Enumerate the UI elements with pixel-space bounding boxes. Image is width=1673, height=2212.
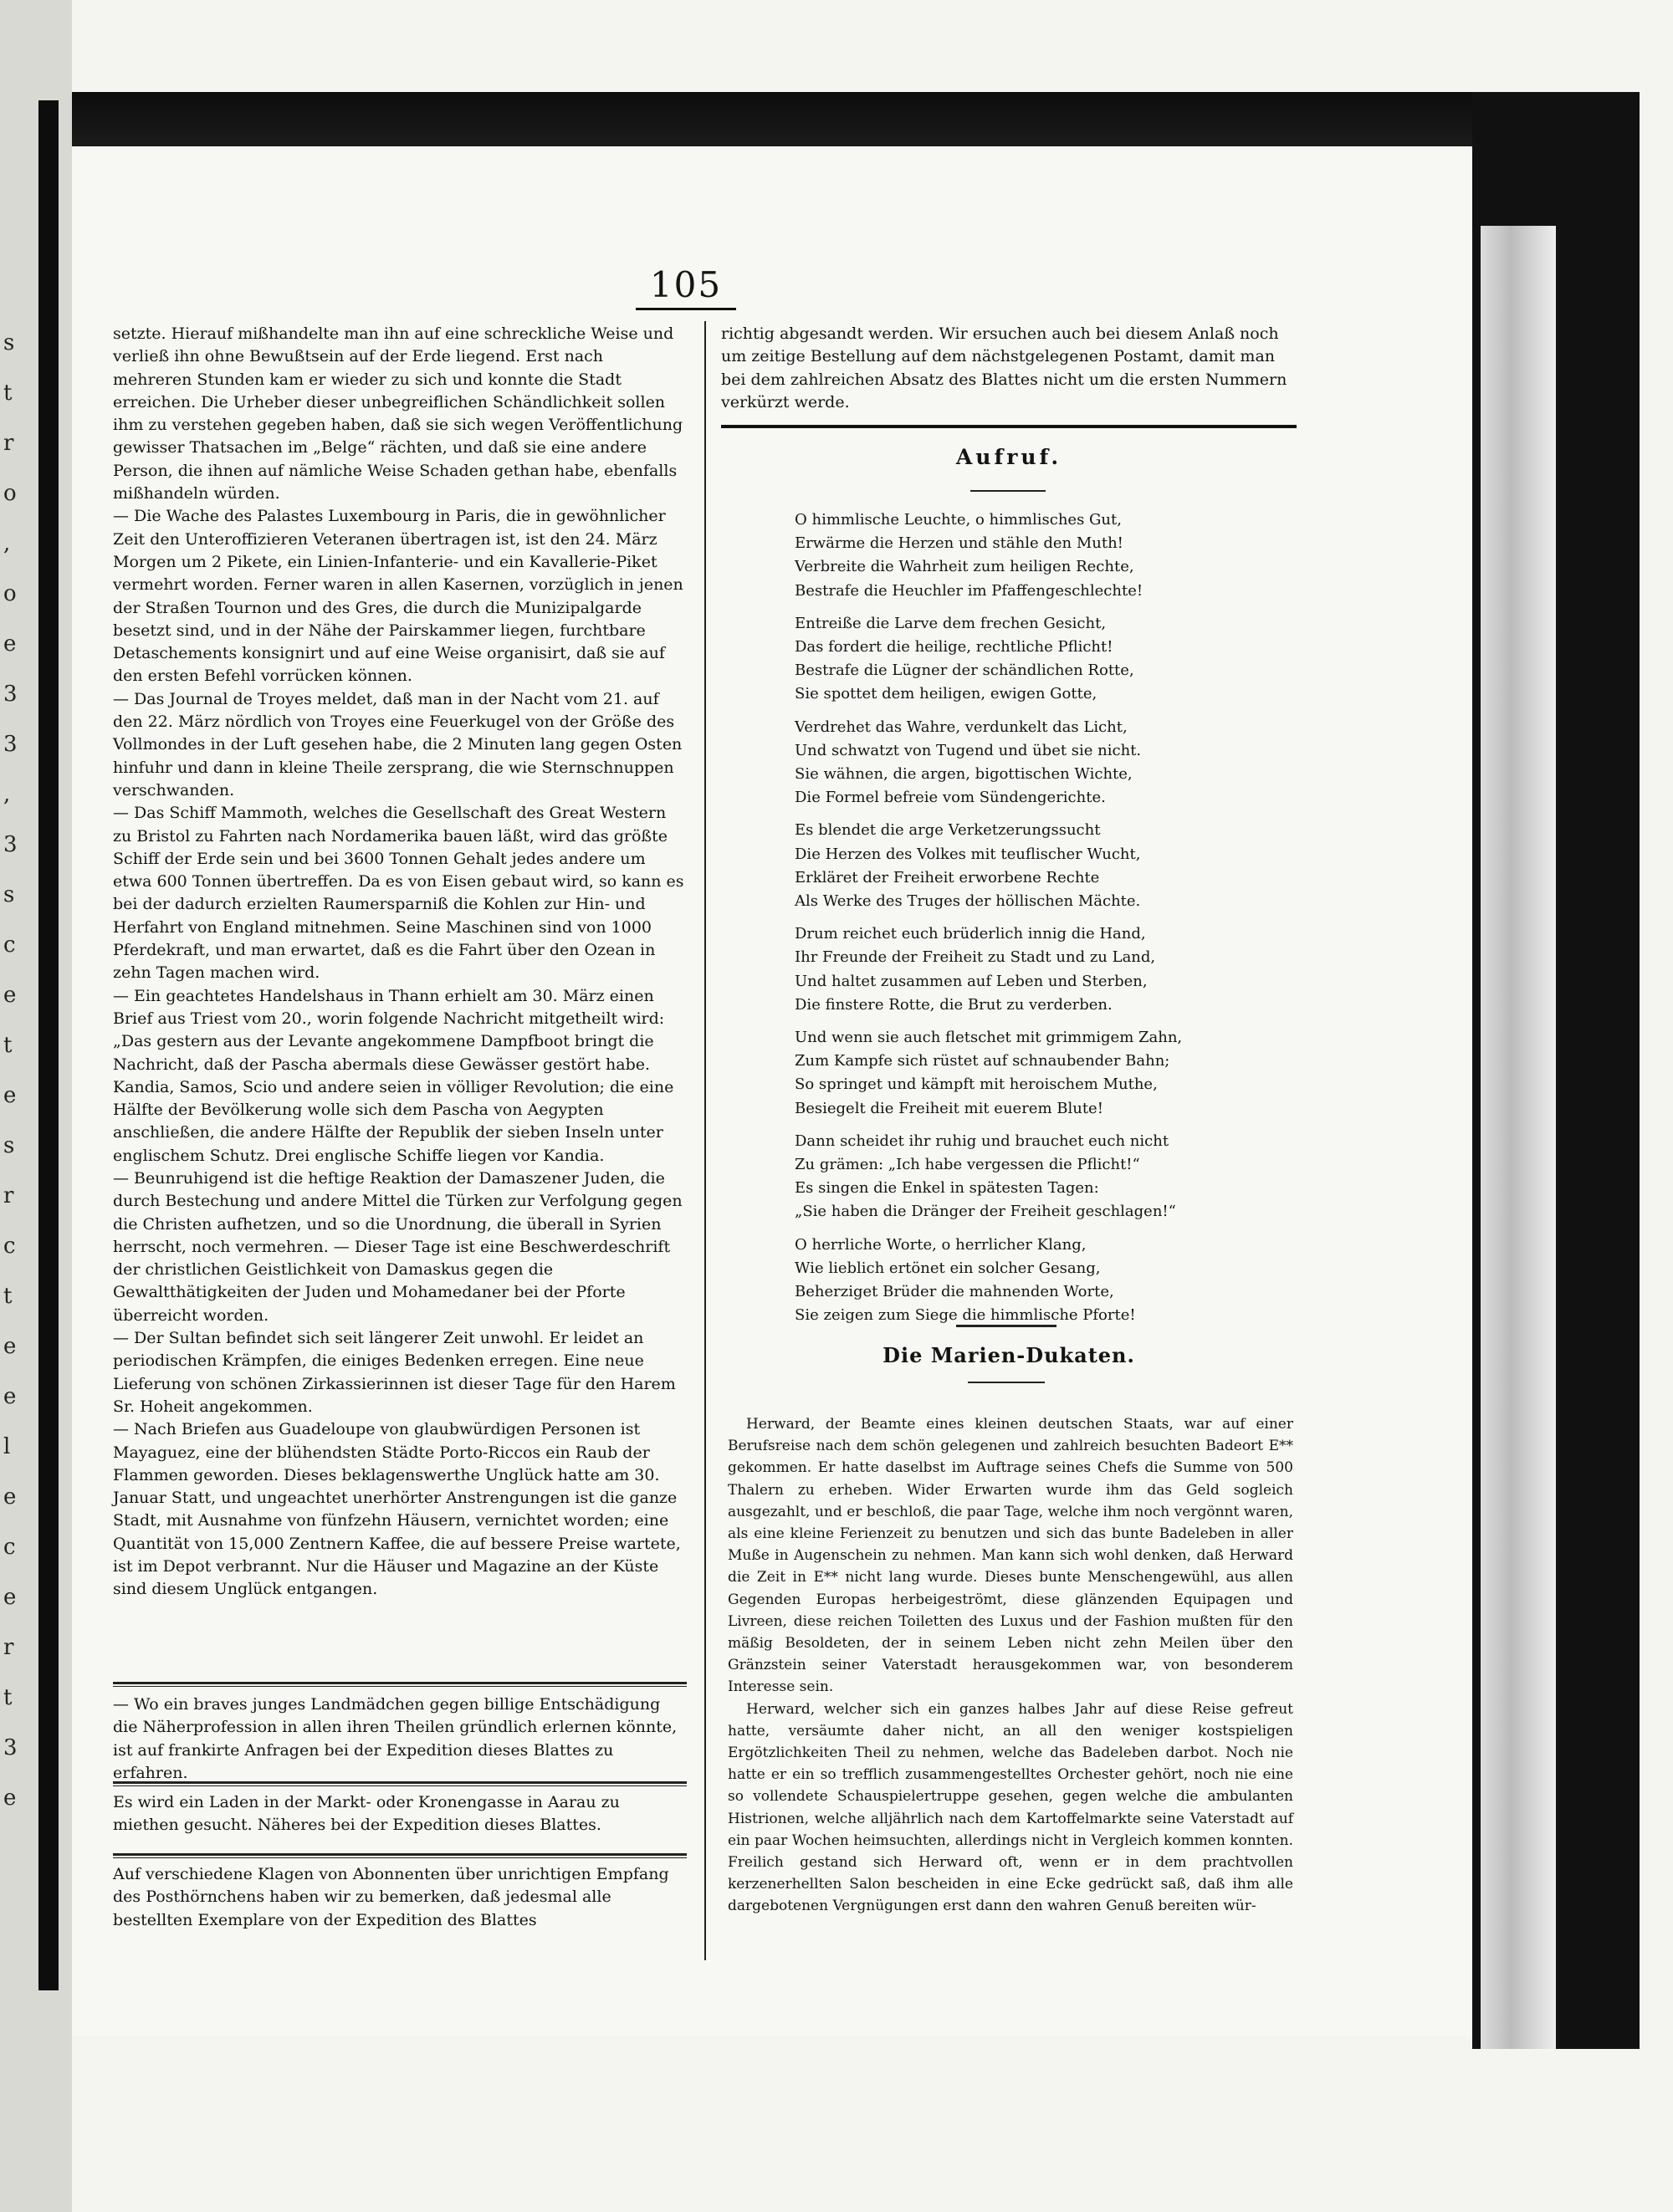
poem-line: Zu grämen: „Ich habe vergessen die Pflicht!“: [795, 1156, 1140, 1174]
section-rule: [721, 425, 1297, 428]
news-column: [113, 323, 687, 1602]
poem-stanza: [795, 612, 1263, 707]
margin-char: t: [3, 1033, 13, 1058]
poem-stanza: [795, 819, 1263, 913]
margin-char: 3: [3, 1735, 18, 1760]
section-rule: [113, 1853, 687, 1858]
advertisement-sewing: — Wo ein braves junges Landmädchen gegen billige Entschädigung die Näherprofession in allen ihren Theilen gründlich erlernen könnte, ist auf frankirte Anfragen bei der Expedition dieses Blattes zu erfahren.: [113, 1695, 678, 1782]
margin-char: 3: [3, 682, 18, 707]
poem-line: Dann scheidet ihr ruhig und brauchet euch nicht: [795, 1132, 1169, 1150]
subscriber-notice-continued: richtig abgesandt werden. Wir ersuchen auch bei diesem Anlaß noch um zeitige Bestellung auf dem nächstgelegenen Postamt, damit man bei dem zahlreichen Absatz des Blattes nicht um die ersten Nummern verkürzt werde.: [721, 324, 1287, 411]
margin-char: s: [3, 330, 15, 355]
page-number: 105: [649, 264, 723, 305]
poem-line: Als Werke des Truges der höllischen Mächte.: [795, 892, 1141, 911]
margin-char: c: [3, 932, 16, 958]
poem-line: Wie lieblich ertönet ein solcher Gesang,: [795, 1259, 1101, 1277]
poem-line: Entreiße die Larve dem frechen Gesicht,: [795, 614, 1107, 632]
margin-char: t: [3, 1284, 13, 1309]
poem-line: Und haltet zusammen auf Leben und Sterben,: [795, 972, 1148, 990]
story-separator: [956, 1325, 1056, 1327]
news-item: — Ein geachtetes Handelshaus in Thann erhielt am 30. März einen Brief aus Triest vom 20., worin folgende Nachricht mitgetheilt wird: „Das gestern aus der Levante angekommene Dampfboot bringt die Nachricht, daß der Pascha abermals diese Gewässer gestört habe. Kandia, Samos, Scio und andere seien in völliger Revolution; die eine Hälfte der Bevölkerung wolle sich dem Pascha von Aegypten anschließen, die andere Hälfte der Republik der sieben Inseln unter englischem Schutz. Drei englische Schiffe liegen vor Kandia.: [113, 986, 674, 1165]
margin-char: e: [3, 1484, 17, 1510]
margin-char: e: [3, 1585, 17, 1610]
poem-stanza: [795, 922, 1263, 1017]
right-binding: [1472, 92, 1640, 2049]
poem-line: Die Herzen des Volkes mit teuflischer Wucht,: [795, 845, 1141, 863]
news-item: — Das Journal de Troyes meldet, daß man in der Nacht vom 21. auf den 22. März nördlich von Troyes eine Feuerkugel von der Größe des Vollmondes in der Luft gesehen habe, die 2 Minuten lang gegen Osten hinfuhr und dann in kleine Theile zersprang, die wie Sternschnuppen verschwanden.: [113, 689, 683, 799]
story-title-rule: [968, 1382, 1045, 1383]
poem-stanza: [795, 508, 1263, 603]
poem-line: Verdrehet das Wahre, verdunkelt das Licht,: [795, 718, 1128, 736]
poem-line: Besiegelt die Freiheit mit euerem Blute!: [795, 1099, 1103, 1117]
story-title: Die Marien-Dukaten.: [883, 1343, 1135, 1367]
neighbor-page-edge: [0, 0, 72, 2212]
margin-char: r: [3, 1635, 14, 1660]
poem-line: Sie spottet dem heiligen, ewigen Gotte,: [795, 685, 1097, 703]
poem-title: Aufruf.: [955, 445, 1062, 469]
margin-char: s: [3, 882, 15, 907]
margin-char: t: [3, 1685, 13, 1710]
poem-stanza: [795, 1130, 1263, 1224]
margin-fragment: [3, 318, 32, 1823]
page-stack-edge: [1481, 226, 1556, 2049]
poem-line: Ihr Freunde der Freiheit zu Stadt und zu Land,: [795, 948, 1156, 967]
margin-char: e: [3, 983, 17, 1008]
poem-line: Sie wähnen, die argen, bigottischen Wichte,: [795, 765, 1133, 784]
margin-char: t: [3, 381, 13, 406]
poem-line: Zum Kampfe sich rüstet auf schnaubender Bahn;: [795, 1052, 1170, 1070]
margin-char: l: [3, 1434, 11, 1459]
margin-char: o: [3, 481, 17, 506]
poem-line: Die finstere Rotte, die Brut zu verderben.: [795, 995, 1113, 1014]
poem-line: O herrliche Worte, o herrlicher Klang,: [795, 1235, 1087, 1254]
poem-line: Bestrafe die Heuchler im Pfaffengeschlechte!: [795, 581, 1143, 600]
poem-stanza: [795, 716, 1263, 810]
news-item: setzte. Hierauf mißhandelte man ihn auf eine schreckliche Weise und verließ ihn ohne Bewußtsein auf der Erde liegend. Erst nach mehreren Stunden kam er wieder zu sich und konnte die Stadt erreichen. Die Urheber dieser unbegreiflichen Schändlichkeit sollen ihm zu verstehen gegeben haben, daß sie sich wegen Veröffentlichung gewisser Thatsachen im „Belge“ rächten, und daß sie eine andere Person, die ihnen auf nämliche Weise Schaden gethan habe, ebenfalls mißhandeln würden.: [113, 324, 683, 503]
margin-char: o: [3, 581, 17, 606]
poem-line: Erwärme die Herzen und stähle den Muth!: [795, 534, 1123, 553]
poem: [795, 508, 1263, 1337]
margin-char: r: [3, 1183, 14, 1208]
section-rule: [113, 1682, 687, 1687]
margin-char: s: [3, 1133, 15, 1158]
poem-line: Es blendet die arge Verketzerungssucht: [795, 821, 1101, 840]
poem-line: Sie zeigen zum Siege die himmlische Pforte!: [795, 1306, 1136, 1325]
margin-char: e: [3, 1785, 17, 1811]
poem-title-rule: [970, 490, 1046, 492]
advertisement-shop: Es wird ein Laden in der Markt- oder Kronengasse in Aarau zu miethen gesucht. Näheres bei der Expedition dieses Blattes.: [113, 1793, 620, 1835]
margin-char: ,: [3, 782, 11, 807]
news-item: — Die Wache des Palastes Luxembourg in Paris, die in gewöhnlicher Zeit den Unteroffizieren Veteranen übertragen ist, ist den 24. März Morgen um 2 Pikete, ein Linien-Infanterie- und ein Kavallerie-Piket vermehrt worden. Ferner waren in allen Kasernen, vorzüglich in jenen der Straßen Tournon und des Gres, die durch die Munizipalgarde besetzt sind, und in der Nähe der Pairskammer liegen, furchtbare Detaschements konsignirt und auf eine Weise organisirt, daß sie auf den ersten Befehl vorrücken können.: [113, 507, 683, 686]
poem-line: Bestrafe die Lügner der schändlichen Rotte,: [795, 662, 1134, 680]
margin-char: c: [3, 1234, 16, 1259]
story-paragraph: Herward, welcher sich ein ganzes halbes Jahr auf diese Reise gefreut hatte, versäumte daher nicht, an all den weniger kostspieligen Ergötzlichkeiten Theil zu nehmen, welche das Badeleben darbot. Noch nie hatte er ein so trefflich zusammengestelltes Orchester gehört, noch nie eine so vollendete Schauspielertruppe gesehen, gegen welche die ambulanten Histrionen, welche alljährlich nach dem Kartoffelmarkte seine Vaterstadt auf ein paar Wochen heimsuchten, allerdings nicht in Vergleich kommen konnten. Freilich gestand sich Herward oft, wenn er in dem prachtvollen kerzenerhellten Salon bescheiden in eine Ecke gedrückt saß, daß ihm alle dargebotenen Vergnügungen erst dann den wahren Genuß bereiten wür-: [728, 1700, 1293, 1915]
poem-stanza: [795, 1234, 1263, 1328]
news-item: — Nach Briefen aus Guadeloupe von glaubwürdigen Personen ist Mayaguez, eine der blühendsten Städte Porto-Riccos ein Raub der Flammen geworden. Dieses beklagenswerthe Unglück hatte am 30. Januar Statt, und ungeachtet unerhörter Anstrengungen ist die ganze Stadt, mit Ausnahme von fünfzehn Häusern, vernichtet worden; eine Quantität von 15,000 Zentnern Kaffee, die auf bessere Preise wartete, ist im Depot verbrannt. Nur die Häuser und Magazine an der Küste sind diesem Unglück entgangen.: [113, 1420, 681, 1599]
poem-line: „Sie haben die Dränger der Freiheit geschlagen!“: [795, 1203, 1176, 1221]
poem-line: So springet und kämpft mit heroischem Muthe,: [795, 1075, 1158, 1094]
poem-line: Und schwatzt von Tugend und übet sie nicht.: [795, 741, 1142, 759]
subscriber-notice: Auf verschiedene Klagen von Abonnenten über unrichtigen Empfang des Posthörnchens haben wir zu bemerken, daß jedesmal alle bestellten Exemplare von der Expedition des Blattes: [113, 1865, 669, 1929]
section-rule: [113, 1781, 687, 1786]
poem-line: Es singen die Enkel in spätesten Tagen:: [795, 1179, 1099, 1198]
poem-line: Erkläret der Freiheit erworbene Rechte: [795, 868, 1100, 886]
news-item: — Der Sultan befindet sich seit längerer Zeit unwohl. Er leidet an periodischen Krämpfen, die einiges Bedenken erregen. Eine neue Lieferung von schönen Zirkassierinnen ist dieser Tage für den Harem Sr. Hoheit angekommen.: [113, 1329, 676, 1416]
poem-stanza: [795, 1026, 1263, 1121]
poem-line: Und wenn sie auch fletschet mit grimmigem Zahn,: [795, 1029, 1183, 1047]
poem-line: O himmlische Leuchte, o himmlisches Gut,: [795, 511, 1122, 529]
column-divider: [704, 321, 706, 1960]
poem-line: Die Formel befreie vom Sündengerichte.: [795, 789, 1106, 807]
poem-line: Verbreite die Wahrheit zum heiligen Rechte,: [795, 558, 1134, 576]
margin-char: ,: [3, 531, 11, 556]
margin-char: c: [3, 1535, 16, 1560]
margin-char: e: [3, 1384, 17, 1409]
news-item: — Beunruhigend ist die heftige Reaktion der Damaszener Juden, die durch Bestechung und andere Mittel die Türken zur Verfolgung gegen die Christen aufhetzen, und so die Unordnung, die überall in Syrien herrscht, noch vermehren. — Dieser Tage ist eine Beschwerdeschrift der christlichen Geistlichkeit von Damaskus gegen die Gewaltthätigkeiten der Juden und Mohamedaner bei der Pforte überreicht worden.: [113, 1168, 683, 1325]
story-paragraph: Herward, der Beamte eines kleinen deutschen Staats, war auf einer Berufsreise nach dem schön gelegenen und zahlreich besuchten Badeort E** gekommen. Er hatte daselbst im Auftrage seines Chefs die Summe von 500 Thalern zu erheben. Wider Erwarten wurde ihm das Geld sogleich ausgezahlt, und er beschloß, die paar Tage, welche ihm noch vergönnt waren, als eine kleine Ferienzeit zu benutzen und sich das bunte Badeleben in aller Muße in Augenschein zu nehmen. Man kann sich wohl denken, daß Herward die Zeit in E** nicht lang wurde. Dieses bunte Menschengewühl, aus allen Gegenden Europas herbeigeströmt, diese glänzenden Equipagen und Livreen, diese reichen Toiletten des Luxus und der Fashion mußten für den mäßig Besoldeten, der in seinem Leben nicht zehn Meilen über den Gränzstein seiner Vaterstadt herausgekommen war, von besonderem Interesse sein.: [728, 1416, 1293, 1696]
margin-char: e: [3, 631, 17, 656]
poem-line: Drum reichet euch brüderlich innig die Hand,: [795, 925, 1146, 943]
page-number-rule: [636, 308, 736, 310]
poem-line: Das fordert die heilige, rechtliche Pflicht!: [795, 638, 1113, 656]
binding-spine: [38, 100, 59, 1990]
margin-char: e: [3, 1334, 17, 1359]
margin-char: e: [3, 1083, 17, 1108]
margin-char: 3: [3, 732, 18, 757]
poem-line: Beherziget Brüder die mahnenden Worte,: [795, 1283, 1114, 1301]
margin-char: r: [3, 431, 14, 456]
margin-char: 3: [3, 832, 18, 857]
news-item: — Das Schiff Mammoth, welches die Gesellschaft des Great Western zu Bristol zu Fahrten nach Nordamerika bauen läßt, wird das größte Schiff der Erde sein und bei 3600 Tonnen Gehalt jedes andere um etwa 600 Tonnen übertreffen. Da es von Eisen gebaut wird, so kann es bei der dadurch erzielten Raumersparniß die Kohlen zur Hin- und Herfahrt von England mitnehmen. Seine Maschinen sind von 1000 Pferdekraft, und man erwartet, daß es die Fahrt über den Ozean in zehn Tagen machen wird.: [113, 804, 684, 983]
scan-top-shadow: [72, 92, 1561, 147]
story-body: [728, 1413, 1293, 1918]
